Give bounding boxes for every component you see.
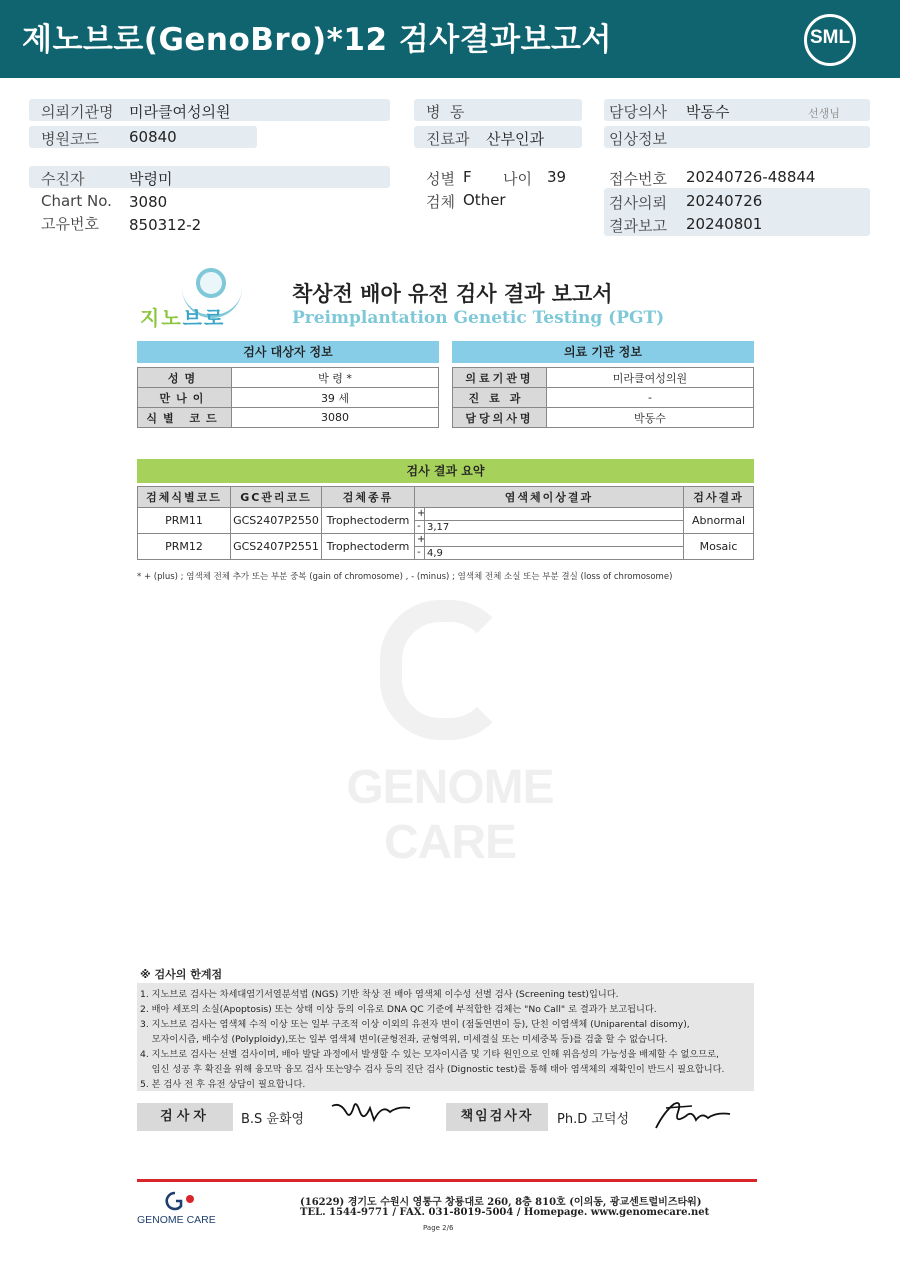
- chart-label: Chart No.: [41, 192, 112, 210]
- sex-label: 성별: [426, 170, 455, 188]
- facility-value: 미라클여성의원: [547, 368, 754, 388]
- summary-table: [137, 486, 754, 560]
- sml-logo: [804, 14, 856, 66]
- pgt-subtitle: Preimplantation Genetic Testing (PGT): [292, 308, 665, 328]
- doctor-value: 박동수: [686, 103, 730, 121]
- table-row: [138, 508, 754, 534]
- minus-value: 4,9: [427, 548, 443, 559]
- footer-address: (16229) 경기도 수원시 영통구 창룡대로 260, 8층 810호 (이의동, 광교센트럴비즈타워): [300, 1197, 702, 1208]
- clinical-label: 임상정보: [609, 130, 667, 148]
- limitation-line: 1. 지노브로 검사는 차세대염기서열분석법 (NGS) 기반 착상 전 배아 염색체 이수성 선별 검사 (Screening test)입니다.: [140, 989, 619, 1000]
- genome-care-watermark: [320, 580, 580, 869]
- patient-label: 수진자: [41, 170, 85, 188]
- doctor-label: 담당의사: [609, 103, 667, 121]
- page-number: Page 2/6: [423, 1224, 454, 1232]
- request-label: 검사의뢰: [609, 194, 667, 212]
- plus-sign: +: [417, 534, 426, 545]
- chief-label: 책임검사자: [446, 1103, 548, 1131]
- age-label: 나이: [503, 170, 532, 188]
- subject-key: 만나이: [138, 388, 232, 408]
- table-row: [138, 388, 439, 408]
- subject-value: 3080: [232, 408, 439, 428]
- header-bar: [0, 0, 900, 78]
- plus-sign: +: [417, 508, 426, 519]
- genobro-logo-word-a: 지노: [140, 306, 183, 330]
- ward-label: 병 동: [426, 103, 465, 121]
- specimen-type: Trophectoderm: [322, 508, 415, 534]
- facility-header: 의료 기관 정보: [452, 341, 754, 363]
- col-result: 검사결과: [684, 487, 754, 508]
- facility-value: 박동수: [547, 408, 754, 428]
- footer-contact: TEL. 1544-9771 / FAX. 031-8019-5004 / Homepage. www.genomecare.net: [300, 1207, 710, 1218]
- gc-code: GCS2407P2551: [231, 534, 322, 560]
- limitations-box: [137, 983, 754, 1091]
- subject-key: 성명: [138, 368, 232, 388]
- institution-label: 의뢰기관명: [41, 103, 114, 121]
- subject-key: 식별 코드: [138, 408, 232, 428]
- col-chromosome-result: 염색체이상결과: [415, 487, 684, 508]
- table-row: [453, 388, 754, 408]
- minus-value: 3,17: [427, 522, 450, 533]
- reception-label: 접수번호: [609, 170, 667, 188]
- limitation-line: 4. 지노브로 검사는 선별 검사이며, 배아 발달 과정에서 발생할 수 있는 모자이시즘 및 기타 원인으로 인해 위음성의 가능성을 배제할 수 없으므로,: [140, 1049, 719, 1060]
- table-row: [453, 408, 754, 428]
- report-date-value: 20240801: [686, 215, 763, 233]
- patient-value: 박령미: [129, 170, 173, 188]
- watermark-text: GENOME CARE: [346, 761, 554, 869]
- limitation-line: 임신 성공 후 확진을 위해 융모막 융모 검사 또는양수 검사 등의 진단 검사 (Dignostic test)를 통해 태아 염색체의 재확인이 반드시 필요합니다.: [140, 1064, 725, 1075]
- limitation-line: 모자이시즘, 배수성 (Polyploidy),또는 일부 염색체 변이(균형전좌, 균형역위, 미세결실 또는 미세중복 등)를 검출 할 수 없습니다.: [140, 1034, 668, 1045]
- col-specimen-id: 검체식별코드: [138, 487, 231, 508]
- table-row: [138, 408, 439, 428]
- hospital-code-label: 병원코드: [41, 130, 99, 148]
- chromosome-result: [415, 534, 684, 560]
- specimen-type: Trophectoderm: [322, 534, 415, 560]
- sml-logo-text: SML: [809, 27, 851, 48]
- genome-care-logo-text: GENOME CARE: [137, 1214, 216, 1226]
- test-result: Abnormal: [684, 508, 754, 534]
- institution-value: 미라클여성의원: [129, 103, 231, 121]
- dept-value: 산부인과: [486, 130, 544, 148]
- reception-value: 20240726-48844: [686, 168, 816, 186]
- table-row: [138, 534, 754, 560]
- genobro-logo: [140, 268, 250, 330]
- facility-key: 의료기관명: [453, 368, 547, 388]
- hospital-code-value: 60840: [129, 128, 177, 146]
- unique-value: 850312-2: [129, 216, 202, 234]
- specimen-id: PRM12: [138, 534, 231, 560]
- report-date-label: 결과보고: [609, 217, 667, 235]
- tester-label: 검사자: [137, 1103, 233, 1131]
- summary-header: 검사 결과 요약: [137, 459, 754, 483]
- specimen-label: 검체: [426, 193, 455, 211]
- chart-value: 3080: [129, 193, 168, 211]
- dept-label: 진료과: [426, 130, 470, 148]
- facility-key: 담당의사명: [453, 408, 547, 428]
- chromosome-result: [415, 508, 684, 534]
- genome-care-logo: [137, 1190, 237, 1230]
- chief-name: Ph.D 고덕성: [557, 1112, 630, 1127]
- subject-header: 검사 대상자 정보: [137, 341, 439, 363]
- facility-key: 진료과: [453, 388, 547, 408]
- doctor-suffix: 선생님: [808, 107, 840, 120]
- report-title: 제노브로(GenoBro)*12 검사결과보고서: [22, 22, 612, 58]
- summary-footnote: * + (plus) ; 염색체 전체 추가 또는 부분 중복 (gain of chromosome) , - (minus) ; 염색체 전체 소실 또는 부분 결실 (loss of chromosome): [137, 572, 673, 582]
- tester-name: B.S 윤화영: [241, 1112, 305, 1127]
- minus-sign: -: [417, 521, 421, 532]
- subject-value: 박 령 *: [232, 368, 439, 388]
- table-header-row: [138, 487, 754, 508]
- table-row: [453, 368, 754, 388]
- specimen-id: PRM11: [138, 508, 231, 534]
- minus-sign: -: [417, 547, 421, 558]
- col-specimen-type: 검체종류: [322, 487, 415, 508]
- specimen-value: Other: [463, 191, 506, 209]
- unique-label: 고유번호: [41, 215, 99, 233]
- tester-signature: [330, 1098, 412, 1128]
- subject-table: [137, 367, 439, 428]
- request-value: 20240726: [686, 192, 763, 210]
- limitation-line: 5. 본 검사 전 후 유전 상담이 필요합니다.: [140, 1079, 306, 1090]
- limitation-line: 2. 배아 세포의 소실(Apoptosis) 또는 상태 이상 등의 이유로 DNA QC 기준에 부적합한 검체는 "No Call" 로 결과가 보고됩니다.: [140, 1004, 657, 1015]
- chief-signature: [652, 1098, 732, 1132]
- genobro-logo-word-b: 브로: [182, 306, 226, 330]
- pgt-title: 착상전 배아 유전 검사 결과 보고서: [292, 282, 613, 306]
- age-value: 39: [547, 168, 567, 186]
- subject-value: 39 세: [232, 388, 439, 408]
- col-gc-code: GC관리코드: [231, 487, 322, 508]
- facility-value: -: [547, 388, 754, 408]
- table-row: [138, 368, 439, 388]
- sex-value: F: [463, 168, 472, 186]
- footer-divider: [137, 1179, 757, 1182]
- limitation-line: 3. 지노브로 검사는 염색체 수적 이상 또는 일부 구조적 이상 이외의 유전자 변이 (점돌연변이 등), 단친 이염색체 (Uniparental disomy),: [140, 1019, 690, 1030]
- gc-code: GCS2407P2550: [231, 508, 322, 534]
- genome-care-mark-icon: [163, 1190, 199, 1212]
- facility-table: [452, 367, 754, 428]
- limitations-title: ※ 검사의 한계점: [140, 968, 223, 981]
- test-result: Mosaic: [684, 534, 754, 560]
